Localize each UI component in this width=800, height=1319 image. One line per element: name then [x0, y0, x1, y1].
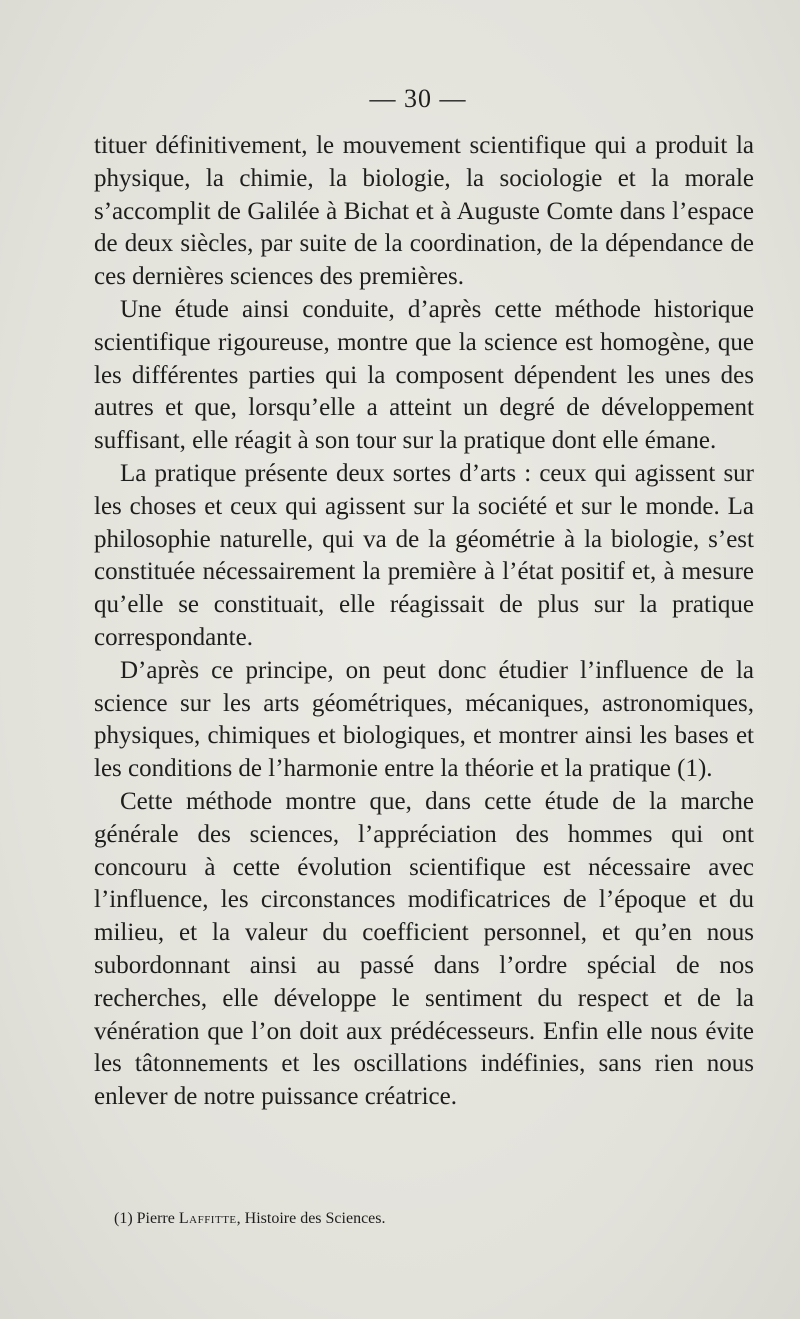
footnote-author-last: Laffitte: [178, 1210, 237, 1227]
footnote-author-first: Pierre: [136, 1210, 175, 1227]
page-number: — 30 —: [369, 84, 467, 113]
paragraph: D’après ce principe, on peut donc étudier l’influence de la science sur les arts géométriques, mécaniques, astronomiques, physiques, chimiques et biologiques, et montrer ainsi les bases et les conditions de l’harmonie entre la théorie et la pratique (1).: [94, 656, 754, 783]
paragraph: La pratique présente deux sortes d’arts : ceux qui agissent sur les choses et ceux qui agissent sur la société et sur le monde. La philosophie naturelle, qui va de la géométrie à la biologie, s’est constituée nécessairement la première à l’état positif et, à mesure qu’elle se constituait, elle réagissait de plus sur la pratique correspondante.: [94, 459, 754, 651]
paragraph: Une étude ainsi conduite, d’après cette méthode historique scientifique rigoureuse, montre que la science est homogène, que les différentes parties qui la composent dépendent les unes des autres et que, lorsqu’elle a atteint un degré de développement suffisant, elle réagit à son tour sur la pratique dont elle émane.: [94, 295, 754, 455]
paragraph: Cette méthode montre que, dans cette étude de la marche générale des sciences, l’appréciation des hommes qui ont concouru à cette évolution scientifique est nécessaire avec l’influence, les circonstances modificatrices de l’époque et du milieu, et la valeur du coefficient personnel, et qu’en nous subordonnant ainsi au passé dans l’ordre spécial de nos recherches, elle développe le sentiment du respect et de la vénération que l’on doit aux prédécesseurs. Enfin elle nous évite les tâtonnements et les oscillations indéfinies, sans rien nous enlever de notre puissance créatrice.: [94, 787, 754, 1111]
footnote-title: Histoire des Sciences.: [244, 1210, 386, 1227]
footnote-marker: (1): [114, 1210, 133, 1227]
paragraph-continued: tituer définitivement, le mouvement scientifique qui a produit la physique, la chimie, la biologie, la sociologie et la morale s’accomplit de Galilée à Bichat et à Auguste Comte dans l’espace de deux siècles, par suite de la coordination, de la dépendance de ces dernières sciences des premières.: [94, 132, 754, 291]
footnote: (1) Pierre Laffitte, Histoire des Sciences.: [114, 1210, 386, 1227]
body-text: [94, 130, 754, 1114]
